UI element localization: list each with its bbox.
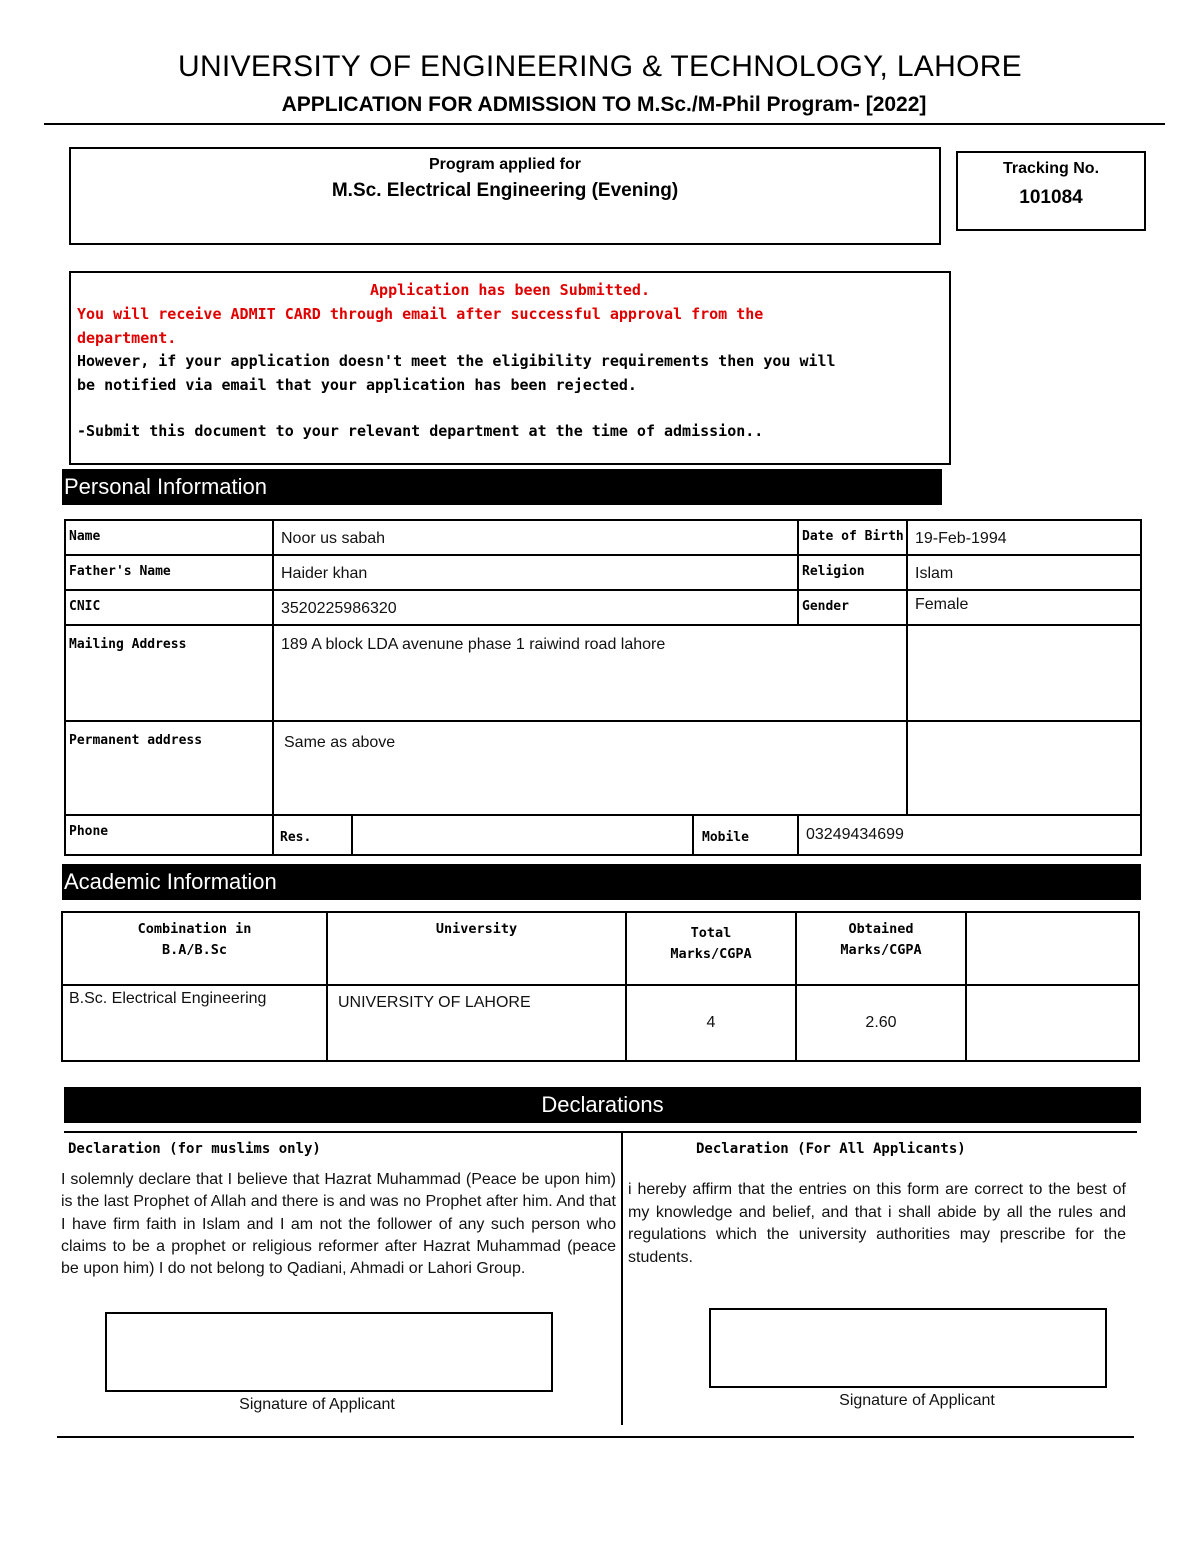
notice-admit-card: You will receive ADMIT CARD through email after successful approval from the department.	[77, 305, 764, 347]
combination-header: Combination in B.A/B.Sc	[62, 912, 327, 985]
muslim-declaration-signature-box[interactable]	[105, 1312, 553, 1392]
header-divider	[44, 123, 1165, 125]
dob-label: Date of Birth	[798, 520, 907, 555]
all-applicants-declaration-heading: Declaration (For All Applicants)	[696, 1141, 966, 1157]
mailing-address-extra	[907, 625, 1141, 721]
notice-submit: -Submit this document to your relevant department at the time of admission..	[77, 422, 764, 440]
religion-label: Religion	[798, 555, 907, 590]
dob-value: 19-Feb-1994	[907, 520, 1141, 555]
muslim-declaration-signature-label: Signature of Applicant	[239, 1396, 395, 1413]
tracking-number: 101084	[1019, 187, 1083, 208]
permanent-address-value: Same as above	[273, 721, 907, 815]
permanent-address-label: Permanent address	[65, 721, 273, 815]
father-name-value: Haider khan	[273, 555, 798, 590]
all-applicants-signature-label: Signature of Applicant	[839, 1392, 995, 1409]
all-applicants-declaration-text: i hereby affirm that the entries on this form are correct to the best of my knowledge and belief, and that i shall abide by all the rules and regulations which the university authorities may prescribe for the students.	[628, 1181, 1126, 1267]
personal-info-header: Personal Information	[62, 469, 942, 505]
res-phone-value	[352, 815, 693, 855]
obtained-marks-header: Obtained Marks/CGPA	[796, 912, 966, 985]
footer-divider	[57, 1436, 1134, 1438]
university-header: University	[327, 912, 626, 985]
declarations-column-divider	[621, 1132, 623, 1425]
combination-value: B.Sc. Electrical Engineering	[62, 985, 327, 1061]
gender-label: Gender	[798, 590, 907, 625]
academic-info-table	[61, 911, 1140, 1062]
muslim-declaration-text: I solemnly declare that I believe that Hazrat Muhammad (Peace be upon him) is the last Prophet of Allah and there is and was no Prophet after him. And that I have firm faith in Islam and I am not the follower of any such person who claims to be a prophet or religious reformer after Hazrat Muhammad (peace be upon him) I do not belong to Qadiani, Ahmadi or Lahori Group.	[61, 1171, 616, 1278]
religion-value: Islam	[907, 555, 1141, 590]
gender-value: Female	[907, 590, 1141, 625]
obtained-marks-value: 2.60	[796, 985, 966, 1061]
mailing-address-value: 189 A block LDA avenune phase 1 raiwind road lahore	[273, 625, 907, 721]
notice-body	[77, 303, 837, 444]
university-title: UNIVERSITY OF ENGINEERING & TECHNOLOGY, LAHORE	[178, 50, 1022, 83]
permanent-address-extra	[907, 721, 1141, 815]
phone-label: Phone	[65, 815, 273, 855]
academic-extra-header	[966, 912, 1139, 985]
submission-notice	[69, 271, 951, 465]
personal-info-table	[64, 519, 1142, 856]
tracking-box	[956, 151, 1146, 231]
mobile-value: 03249434699	[798, 815, 1141, 855]
tracking-label: Tracking No.	[1002, 160, 1100, 177]
notice-eligibility: However, if your application doesn't meet the eligibility requirements then you will be notified via email that your application has been rejected.	[77, 352, 836, 394]
name-label: Name	[65, 520, 273, 555]
program-value: M.Sc. Electrical Engineering (Evening)	[331, 180, 679, 201]
application-title: APPLICATION FOR ADMISSION TO M.Sc./M-Phil Program- [2022]	[281, 93, 927, 116]
program-box	[69, 147, 941, 245]
muslim-declaration-heading: Declaration (for muslims only)	[68, 1141, 321, 1157]
notice-heading: Application has been Submitted.	[370, 281, 650, 299]
mobile-label: Mobile	[693, 815, 798, 855]
all-applicants-signature-box[interactable]	[709, 1308, 1107, 1388]
mailing-address-label: Mailing Address	[65, 625, 273, 721]
total-marks-value: 4	[626, 985, 796, 1061]
academic-extra-value	[966, 985, 1139, 1061]
cnic-label: CNIC	[65, 590, 273, 625]
cnic-value: 3520225986320	[273, 590, 798, 625]
university-value: UNIVERSITY OF LAHORE	[327, 985, 626, 1061]
res-label: Res.	[273, 815, 352, 855]
academic-info-header: Academic Information	[62, 864, 1141, 900]
declarations-divider	[64, 1131, 1137, 1133]
declarations-header: Declarations	[64, 1087, 1141, 1123]
father-name-label: Father's Name	[65, 555, 273, 590]
name-value: Noor us sabah	[273, 520, 798, 555]
total-marks-header: Total Marks/CGPA	[626, 912, 796, 985]
program-label: Program applied for	[428, 156, 582, 173]
